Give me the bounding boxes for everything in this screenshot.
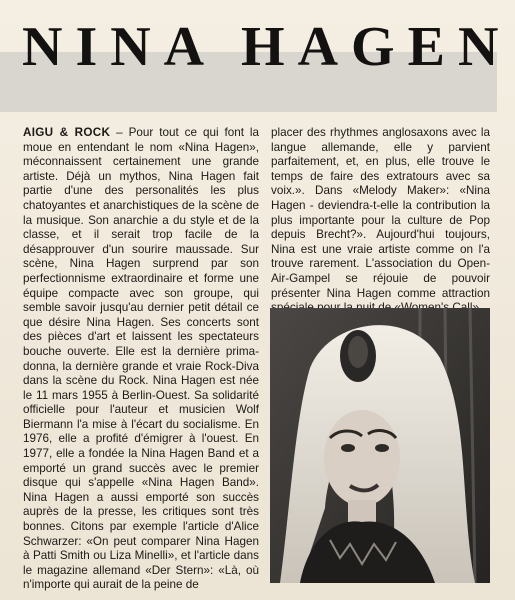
article-kicker: AIGU & ROCK xyxy=(23,126,111,139)
article-body-right: placer des rhythmes anglosaxons avec la langue allemande, elle y parvient parfaitement, et, en plus, elle trouve le temps de faire des extratours avec sa voix.». Dans «Melody Maker»: «Nina Hagen - deviendra-t-elle la contribution la plus importante pour la culture de Pop depuis Brecht?». Aujourd'hui toujours, Nina est une vraie artiste comme on l'a trouve rarement. L'association du Open-Air-Gampel se réjouie de pouvoir présenter Nina Hagen comme attraction xyxy=(271,126,490,300)
artist-photo xyxy=(270,308,490,583)
article-column-left xyxy=(23,126,259,596)
article-column-right xyxy=(271,126,490,304)
article-title: NINA HAGEN xyxy=(22,16,512,78)
article-body-left: – Pour tout ce qui font la moue en entendant le nom «Nina Hagen», méconnaissent certainement une grande artiste. Déjà un mythos, Nina Hagen fait partie d'une des personalités les plus chatoyantes et anarchistiques de la scène de la musique. Son anarchie a du style et de la classe, et il serait trop facile de la désapprouver d'un sourire maussade. Sur scène, Nina Hagen surprend par son perfectionnisme extraordinaire et forme une équipe compacte avec son groupe, qui semble savoir jusqu'au dernier petit détail ce que désire Nina Hagen. Ses concerts sont des pièces d'art et laissent les spectateurs bouche ouverte. Elle est la dernière prima-donna, la dernière grande et vraie Rock-Diva dans la scène du Rock. Nina Hagen est née le 11 mars 1955 à Berlin-Ouest. Sa solidarité officielle pour l'auteur et musicien Wolf Biermann l'a mise à l'écart du socialisme. En 1976, elle a profité d'émigrer à l'ouest. En 1977, elle a fondée la Nina Hagen Band et a emporté un grand succès avec le premier disque qui s'appelle «Nina Hagen Band». Nina Hagen a aussi emporté son succès auprès de la presse, les critiques sont très bonnes. Citons par exemple l'article d'Alice Schwarzer: «On peut comparer Nina Hagen à Patti Smith ou Liza Minelli», et l'article dans le magazine allemand «Der Stern»: «Là, où n'importe qui aurait de la peine de xyxy=(23,126,259,592)
